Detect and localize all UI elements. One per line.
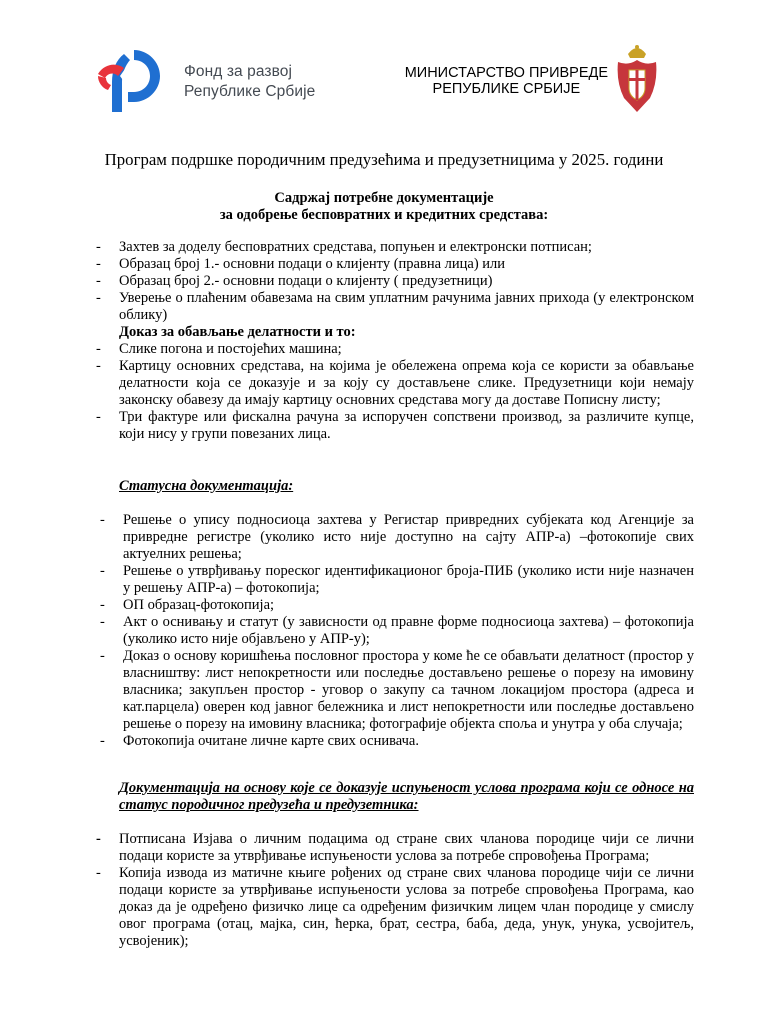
- list-item: - Уверење о плаћеним обавезама на свим уплатним рачунима јавних прихода (у електронском облику): [96, 290, 694, 323]
- fund-name: [184, 62, 315, 102]
- list-item: - Решење о утврђивању пореског идентификационог броја-ПИБ (уколико исти није назначен у решењу АПР-а) – фотокопија;: [100, 563, 694, 596]
- list-item: - Акт о оснивању и статут (у зависности од правне форме подносиоца захтева) – фотокопија (уколико исто није објављено у АПР-у);: [100, 614, 694, 647]
- status-documents-list: [96, 512, 694, 750]
- ministry-name: [405, 65, 608, 97]
- fund-logo: [94, 48, 334, 116]
- list-item: - ОП образац-фотокопија;: [100, 597, 275, 613]
- fund-name-line2: Републике Србије: [184, 83, 316, 100]
- list-item: - Картицу основних средстава, на којима је обележена опрема која се користи за обављање делатности која се доказује и за коју су достављене слике. Предузетници који немају законску обавезу да имају картицу основних средстава могу да доставе Пописну листу;: [96, 358, 694, 408]
- list-item: - Решење о упису подносиоца захтева у Регистар привредних субјеката код Агенције за привредне регистре (уколико исто није доступно на сајту АПР-а) –фотокопије свих актуелних решења;: [100, 512, 694, 562]
- family-business-documentation-heading: Документација на основу које се доказује испуњеност услова програма који се односе на статус породичног предузећа и предузетника:: [119, 780, 694, 813]
- ministry-line1: МИНИСТАРСТВО ПРИВРЕДЕ: [404, 65, 608, 81]
- list-item: - Потписана Изјава о личним подацима од стране свих чланова породице чији се лични подаци користе за утврђивање испуњености услова за потребе спровођења Програма;: [96, 831, 694, 864]
- list-item: - Образац број 1.- основни подаци о клијенту (правна лица) или: [96, 256, 506, 272]
- proof-heading: Доказ за обављање делатности и то:: [119, 324, 356, 340]
- ministry-line2: РЕПУБЛИКЕ СРБИЈЕ: [432, 81, 581, 97]
- coat-of-arms: [614, 42, 660, 121]
- fund-name-line1: Фонд за развој: [184, 63, 293, 80]
- document-subtitle: [0, 190, 768, 224]
- page-title: Програм подршке породичним предузећима и предузетницима у 2025. години: [104, 150, 664, 169]
- list-item: - Захтев за доделу бесповратних средстава, попуњен и електронски потписан;: [96, 239, 592, 255]
- list-item: - Слике погона и постојећих машина;: [96, 341, 342, 357]
- list-item: - Три фактуре или фискална рачуна за испоручен сопствени производ, за различите купце, који нису у групи повезаних лица.: [96, 409, 694, 442]
- subtitle-line2: за одобрење бесповратних и кредитних средстава:: [219, 207, 549, 223]
- family-business-documents-list: [92, 831, 694, 950]
- list-item: - Фотокопија очитане личне карте свих оснивача.: [100, 733, 419, 749]
- list-item: - Копија извода из матичне књиге рођених од стране свих чланова породице чији се лични подаци користе за утврђивање испуњености услова за потребе спровођења Програма, као доказ да је одређено физичко лице са одређеним физичким лицем члан породице у смислу овог програма (отац, мајка, син, ћерка, брат, сестра, баба, деда, унук, унука, усвојитељ, усвојеник);: [96, 865, 694, 949]
- basic-documents-list: [92, 239, 694, 443]
- list-item: - Доказ о основу коришћења пословног простора у коме ће се обављати делатност (простор у власништву: лист непокретности или последње достављено решење о порезу на имовину власника; закупљен простор - уговор о закупу са тачном локацијом простора (адреса и кат.парцела) оверен код јавног бележника и лист непокретности или последње достављено решење о порезу на имовину власника; фотографије објекта споља и унутра у оба случаја;: [100, 648, 694, 732]
- fund-logo-mark-icon: [94, 48, 174, 116]
- subtitle-line1: Садржај потребне документације: [274, 190, 494, 206]
- serbian-coat-of-arms-icon: [614, 42, 660, 116]
- list-item: - Образац број 2.- основни подаци о клијенту ( предузетници): [96, 273, 493, 289]
- status-documentation-heading: Статусна документација:: [119, 478, 294, 494]
